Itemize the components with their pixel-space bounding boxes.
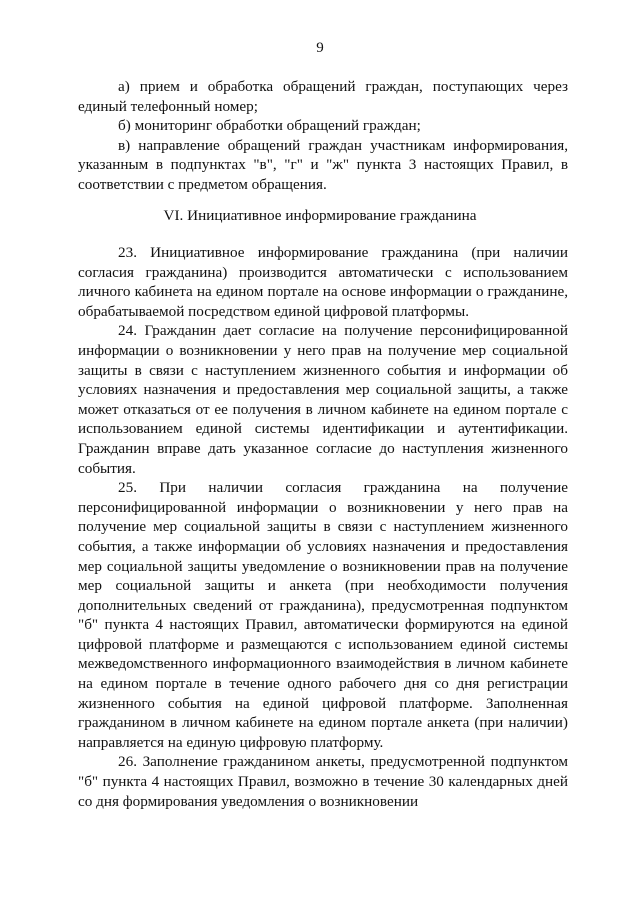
paragraphs-block — [78, 243, 568, 811]
section-heading: VI. Инициативное информирование гражданина — [163, 207, 477, 224]
paragraph-23: 23. Инициативное информирование гражданина (при наличии согласия гражданина) производится автоматически с использованием личного кабинета на едином портале на основе информации о гражданине, обрабатываемой посредством единой цифровой платформы. — [78, 244, 568, 320]
paragraph-24: 24. Гражданин дает согласие на получение персонифицированной информации о возникновении у него прав на получение мер социальной защиты в связи с наступлением жизненного события и информации об условиях назначения и предоставления мер социальной защиты, а также может отказаться от ее получения в личном кабинете на едином портале с использованием единой системы идентификации и аутентификации. Гражданин вправе дать указанное согласие до наступления жизненного события. — [78, 322, 568, 477]
paragraph-26: 26. Заполнение гражданином анкеты, предусмотренной подпунктом "б" пункта 4 настоящих Правил, возможно в течение 30 календарных дней со дня формирования уведомления о возникновении — [78, 753, 568, 810]
list-item-a: а) прием и обработка обращений граждан, поступающих через единый телефонный номер; — [78, 78, 568, 115]
page-number: 9 — [316, 40, 324, 56]
list-item-c: в) направление обращений граждан участникам информирования, указанным в подпунктах "в", "г" и "ж" пункта 3 настоящих Правил, в соответствии с предметом обращения. — [78, 136, 568, 193]
list-items-block — [78, 77, 568, 195]
paragraph-25: 25. При наличии согласия гражданина на получение персонифицированной информации о возникновении у него прав на получение мер социальной защиты в связи с наступлением жизненного события, а также информации об условиях назначения и предоставления мер социальной защиты уведомление о возникновении прав на получение мер социальной защиты и анкета (при необходимости получения дополнительных сведений от гражданина), предусмотренная подпунктом "б" пункта 4 настоящих Правил, автоматически формируются на единой цифровой платформе и размещаются с использованием единой системы межведомственного информационного взаимодействия в личном кабинете на едином портале в течение одного рабочего дня со дня регистрации жизненного события на единой цифровой платформе. Заполненная гражданином в личном кабинете на едином портале анкета (при наличии) направляется на единую цифровую платформу. — [78, 479, 568, 751]
list-item-b: б) мониторинг обработки обращений граждан; — [118, 117, 421, 135]
